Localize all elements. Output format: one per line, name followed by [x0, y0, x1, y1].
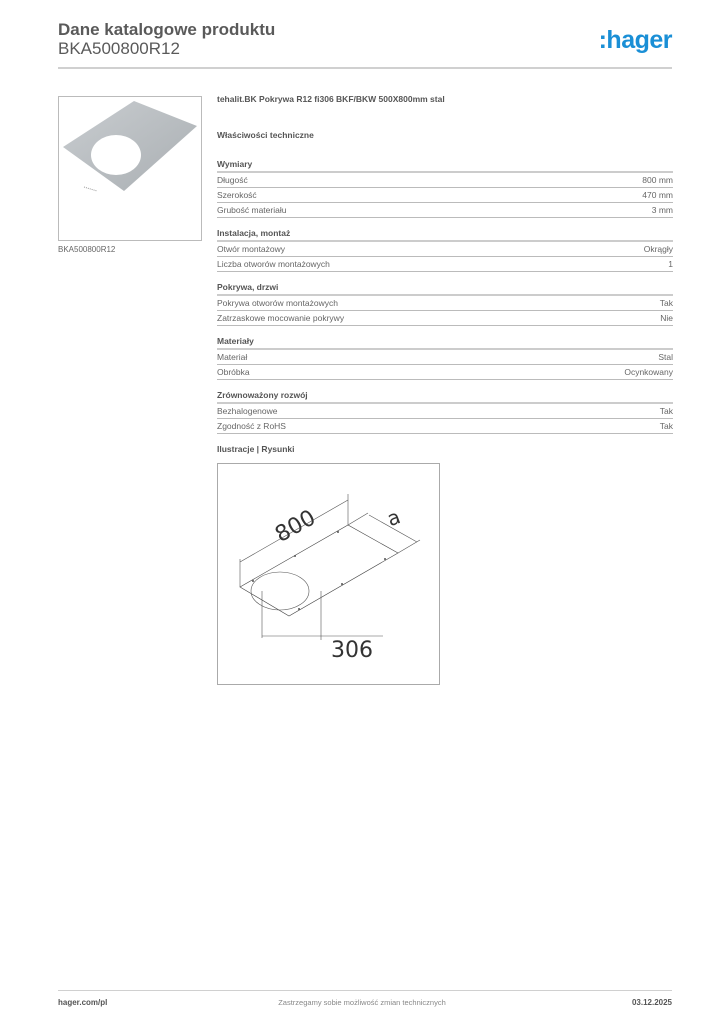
dimension-drawing: [217, 463, 440, 685]
property-value: Tak: [659, 298, 673, 308]
property-group-title: Materiały: [217, 336, 673, 350]
property-group: [217, 282, 673, 326]
technical-properties-title: Właściwości techniczne: [217, 130, 314, 140]
property-label: Obróbka: [217, 367, 250, 377]
footer-date: 03.12.2025: [631, 998, 672, 1007]
property-label: Liczba otworów montażowych: [217, 259, 330, 269]
property-row: [217, 350, 673, 365]
property-label: Grubość materiału: [217, 205, 287, 215]
property-group-title: Wymiary: [217, 159, 673, 173]
footer-divider: [58, 990, 672, 991]
product-code: BKA500800R12: [58, 39, 180, 58]
product-details: [217, 94, 673, 685]
property-label: Szerokość: [217, 190, 257, 200]
property-row: [217, 311, 673, 326]
property-group-title: Pokrywa, drzwi: [217, 282, 673, 296]
website-link[interactable]: hager.com/pl: [58, 998, 108, 1007]
header-divider: [58, 67, 672, 69]
illustrations-title: Ilustracje | Rysunki: [217, 444, 295, 454]
property-label: Bezhalogenowe: [217, 406, 278, 416]
dimension-length-label: 800: [271, 505, 320, 548]
property-row: [217, 257, 673, 272]
hager-logo: :hager: [598, 26, 672, 54]
product-image-caption: BKA500800R12: [58, 245, 116, 254]
property-label: Zgodność z RoHS: [217, 421, 286, 431]
property-value: 800 mm: [642, 175, 673, 185]
property-value: 3 mm: [651, 205, 673, 215]
product-name: tehalit.BK Pokrywa R12 fi306 BKF/BKW 500X800mm stal: [217, 94, 445, 104]
footer-notice: Zastrzegamy sobie możliwość zmian technicznych: [278, 998, 446, 1007]
property-group-title: Zrównoważony rozwój: [217, 390, 673, 404]
property-value: Stal: [658, 352, 673, 362]
property-label: Zatrzaskowe mocowanie pokrywy: [217, 313, 345, 323]
property-group: [217, 228, 673, 272]
property-row: [217, 203, 673, 218]
property-value: Nie: [660, 313, 673, 323]
property-value: Tak: [659, 406, 673, 416]
property-label: Materiał: [217, 352, 248, 362]
property-label: Otwór montażowy: [217, 244, 286, 254]
property-group-title: Instalacja, montaż: [217, 228, 673, 242]
property-row: [217, 188, 673, 203]
property-value: Ocynkowany: [624, 367, 673, 377]
properties-groups: [217, 159, 673, 434]
property-value: Tak: [659, 421, 673, 431]
property-group: [217, 159, 673, 218]
dimension-width-label: a: [383, 504, 404, 532]
page-title: Dane katalogowe produktu: [58, 20, 276, 39]
property-group: [217, 336, 673, 380]
property-row: [217, 419, 673, 434]
product-image: [58, 96, 202, 241]
property-value: Okrągły: [643, 244, 673, 254]
property-value: 1: [668, 259, 673, 269]
property-row: [217, 173, 673, 188]
dimension-hole-label: 306: [331, 638, 373, 663]
property-label: Pokrywa otworów montażowych: [217, 298, 338, 308]
property-row: [217, 242, 673, 257]
property-row: [217, 404, 673, 419]
property-label: Długość: [217, 175, 248, 185]
property-row: [217, 365, 673, 380]
property-value: 470 mm: [642, 190, 673, 200]
property-row: [217, 296, 673, 311]
property-group: [217, 390, 673, 434]
